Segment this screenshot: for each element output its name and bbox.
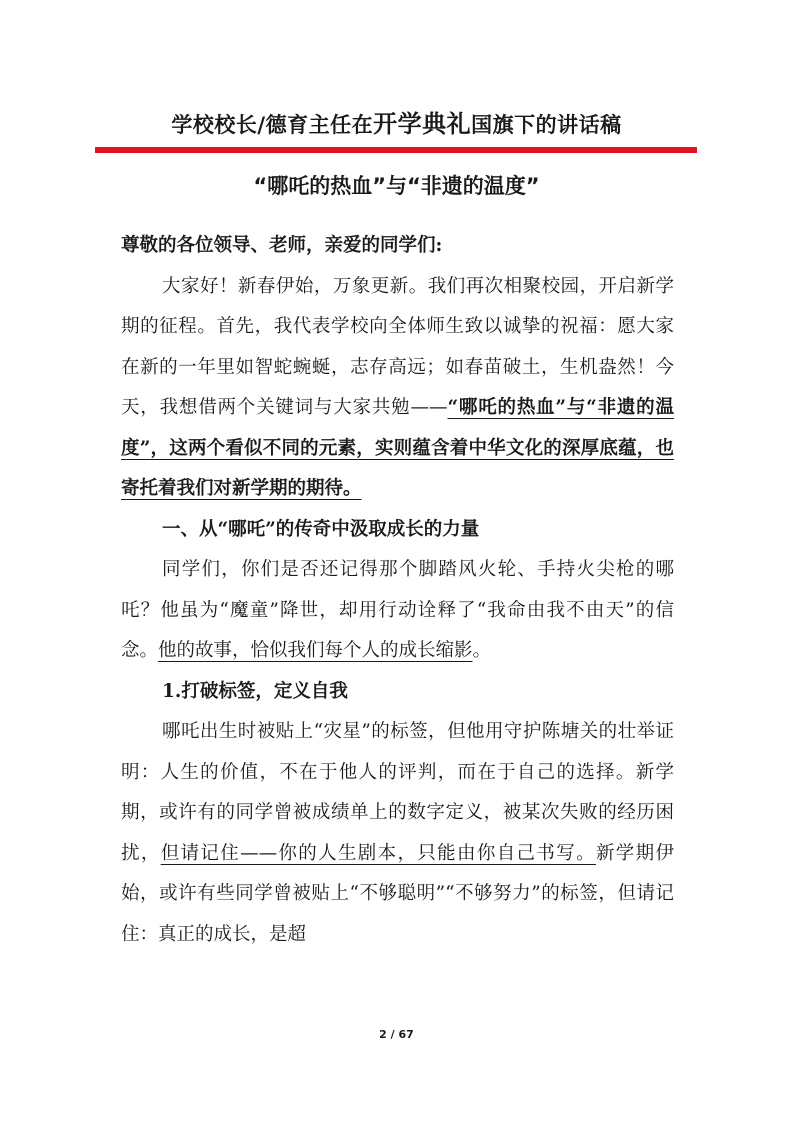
section-1-text: 同学们，你们是否还记得那个脚踏风火轮、手持火尖枪的哪吒？他虽为“魔童”降世，却用行动诠释了“我命由我不由天”的信念。 bbox=[121, 559, 674, 661]
subsection-1-underlined-text: 但请记住——你的人生剧本，只能由你自己书写。 bbox=[160, 842, 596, 864]
document-header-title bbox=[0, 104, 793, 139]
greeting: 尊敬的各位领导、老师，亲爱的同学们: bbox=[121, 235, 443, 256]
subsection-1-text-a: 哪吒出生时被贴上“灾星”的标签，但他用守护陈塘关的壮举证明：人生的价值，不在于他人的评判，而在于自己的选择。新学期，或许有的同学曾被成绩单上的数字定义，被某次失败的经历困扰， bbox=[121, 721, 674, 864]
header-title-pre: 学校校长/德育主任在 bbox=[171, 112, 374, 137]
subsection-1-heading: 1.打破标签，定义自我 bbox=[162, 680, 348, 702]
document-body bbox=[121, 226, 674, 955]
section-1-paragraph bbox=[121, 550, 674, 672]
document-subtitle: “哪吒的热血”与“非遗的温度” bbox=[253, 174, 540, 198]
section-1-heading: 一、从“哪吒”的传奇中汲取成长的力量 bbox=[162, 518, 480, 540]
section-1-underlined-text: 他的故事，恰似我们每个人的成长缩影 bbox=[158, 640, 473, 661]
section-1-text-end: 。 bbox=[472, 640, 492, 661]
header-red-divider bbox=[95, 147, 697, 153]
header-title-post: 国旗下的讲话稿 bbox=[471, 112, 622, 137]
intro-paragraph bbox=[121, 267, 674, 510]
subsection-1-text-b: 新学期伊始，或许有些同学曾被贴上“不够聪明”“不够努力”的标签，但请记住：真正的成长，是超 bbox=[121, 842, 674, 945]
page-number: 2 / 67 bbox=[379, 1028, 414, 1041]
intro-underlined-text: “哪吒的热血”与“非遗的温度”，这两个看似不同的元素，实则蕴含着中华文化的深厚底蕴，也寄托着我们对新学期的期待。 bbox=[121, 397, 674, 499]
subsection-1-paragraph bbox=[121, 712, 674, 955]
intro-text: 大家好！新春伊始，万象更新。我们再次相聚校园，开启新学期的征程。首先，我代表学校向全体师生致以诚挚的祝福：愿大家在新的一年里如智蛇蜿蜒，志存高远；如春苗破土，生机盎然！今天，我想借两个关键词与大家共勉—— bbox=[121, 275, 674, 418]
header-title-emphasis: 开学典礼 bbox=[373, 110, 472, 138]
